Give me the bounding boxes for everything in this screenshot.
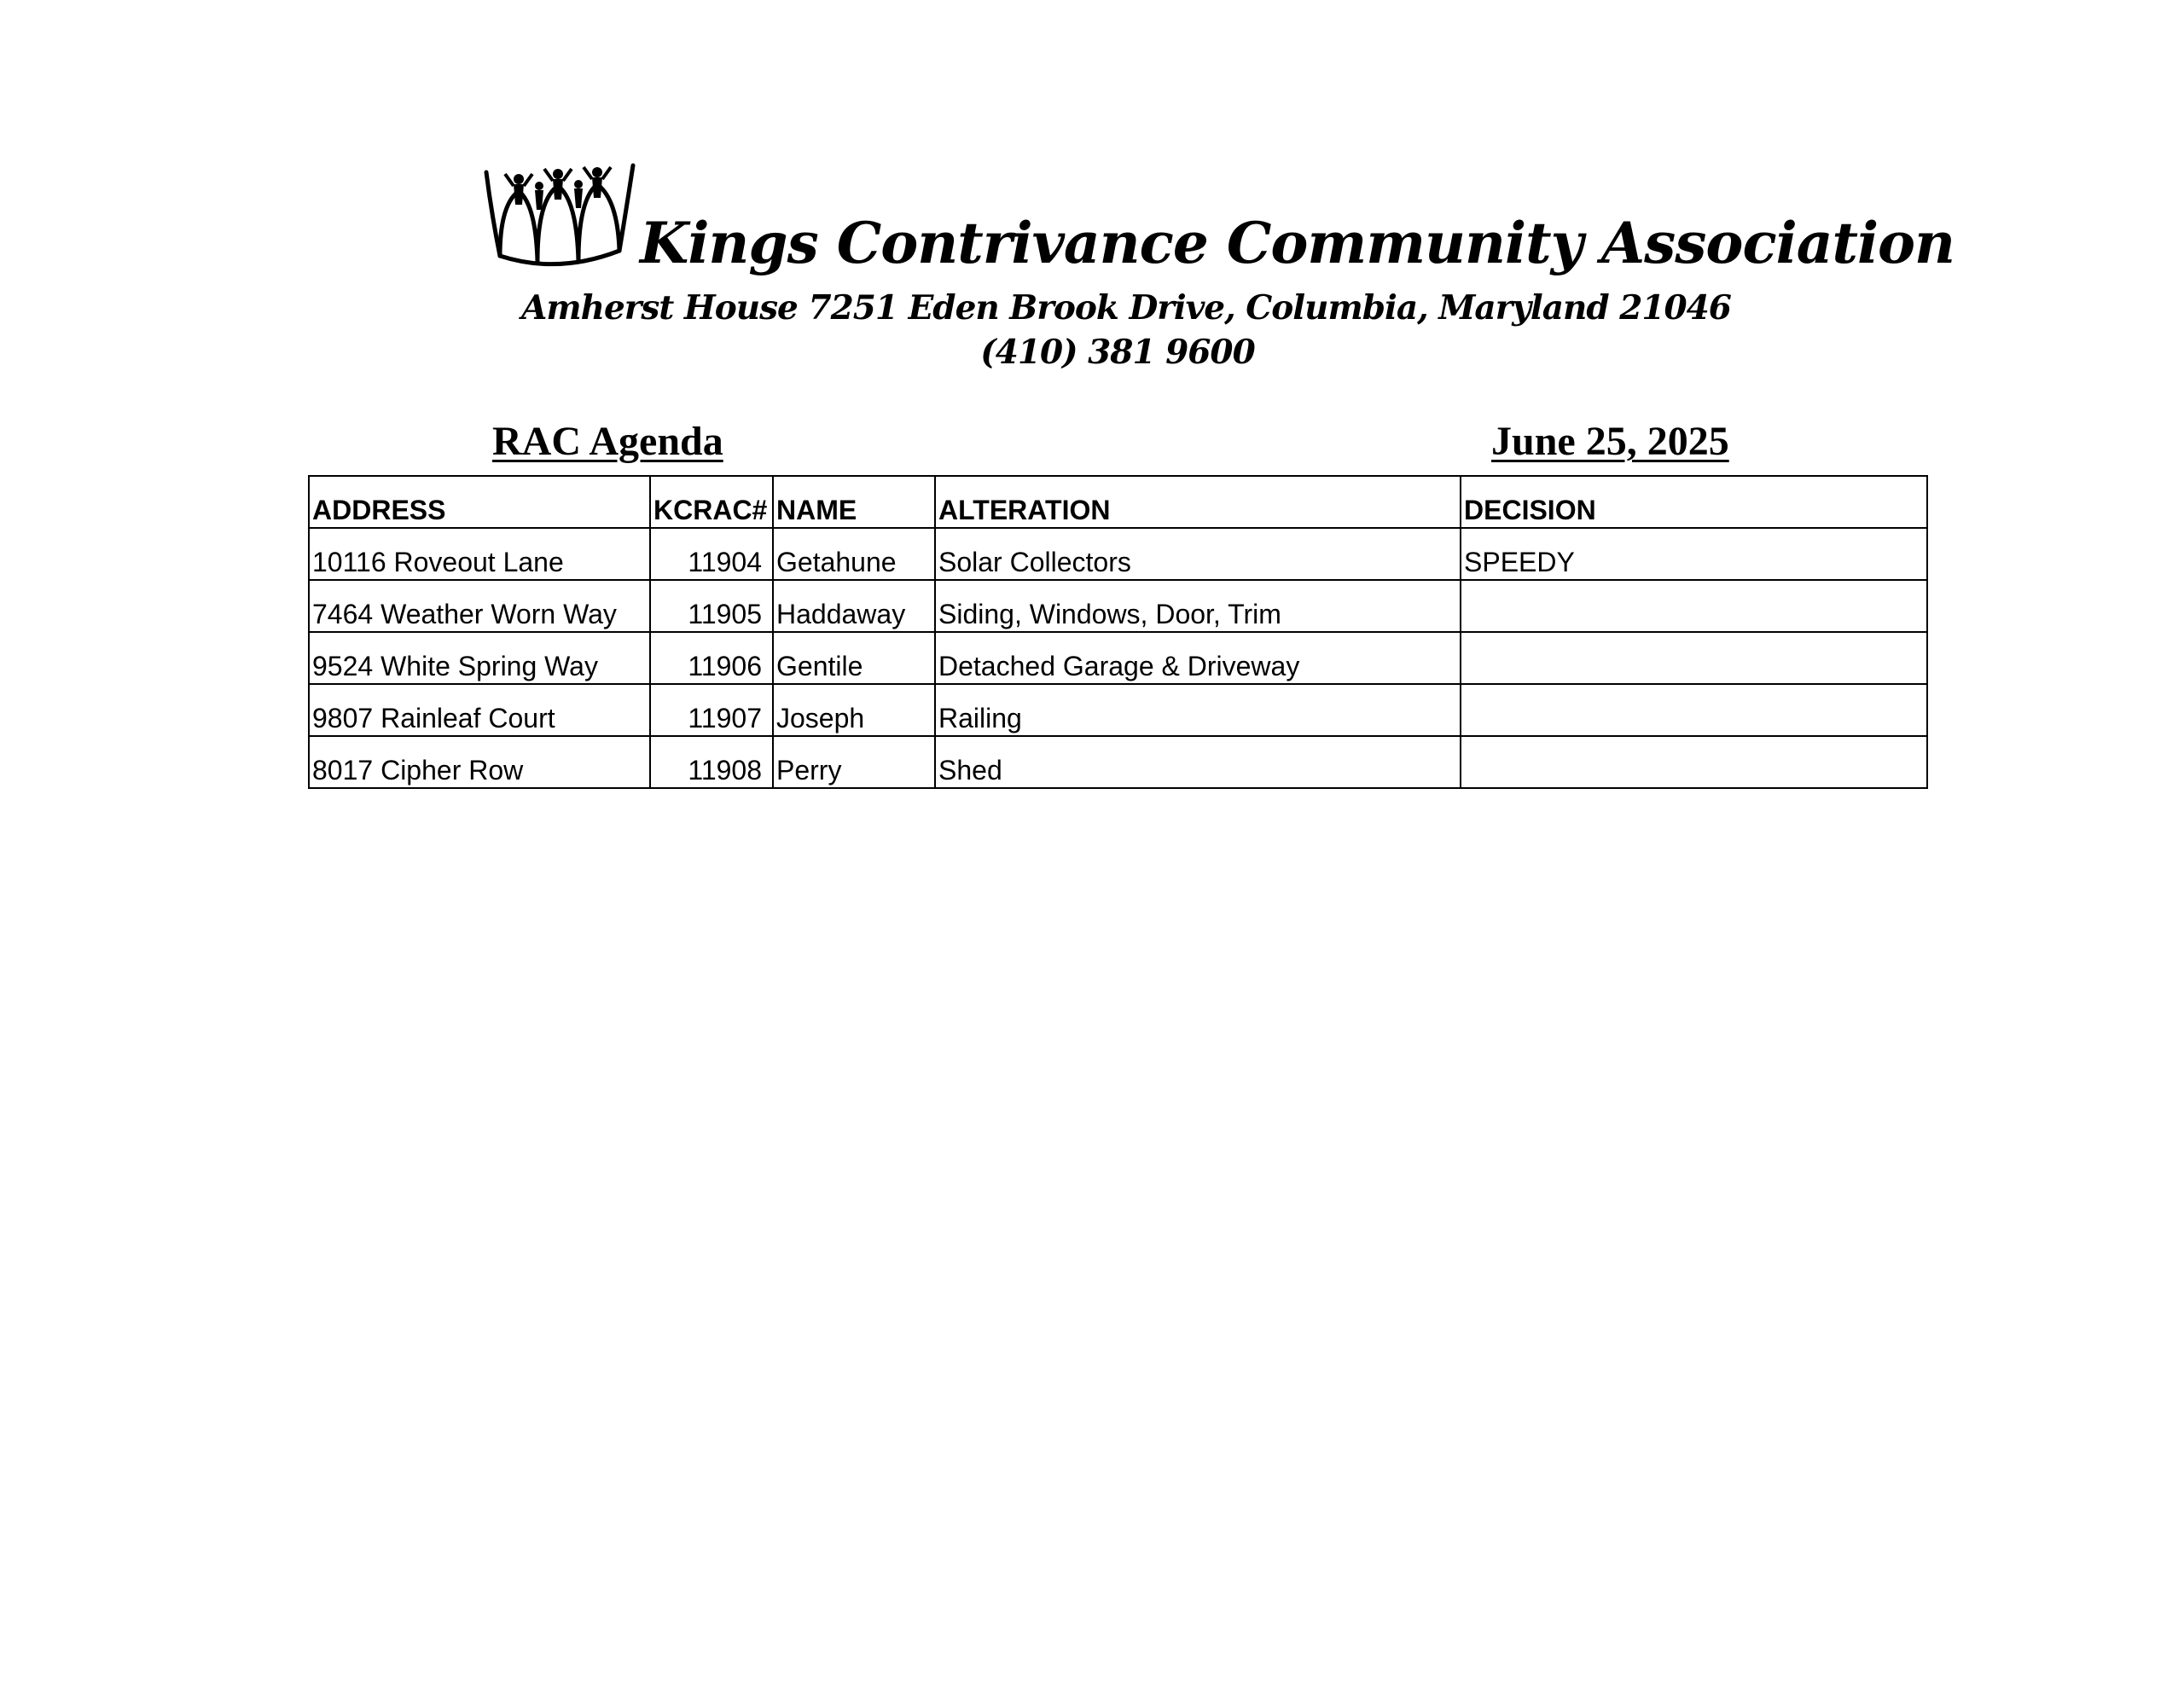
cell-decision: [1461, 736, 1927, 788]
cell-name: Joseph: [773, 684, 935, 736]
cell-kcrac: 11907: [650, 684, 773, 736]
cell-decision: SPEEDY: [1461, 528, 1927, 580]
cell-name: Gentile: [773, 632, 935, 684]
organization-phone: (410) 381 9600: [980, 333, 1255, 372]
table-row: [309, 736, 1927, 788]
cell-name: Perry: [773, 736, 935, 788]
table-row: [309, 528, 1927, 580]
agenda-title: RAC Agenda: [492, 419, 723, 464]
cell-alteration: Railing: [935, 684, 1461, 736]
agenda-date: June 25, 2025: [1491, 419, 1729, 464]
organization-address: Amherst House 7251 Eden Brook Drive, Columbia, Maryland 21046: [521, 288, 1731, 328]
table-row: [309, 632, 1927, 684]
cell-address: 9807 Rainleaf Court: [309, 684, 650, 736]
cell-alteration: Siding, Windows, Door, Trim: [935, 580, 1461, 632]
table-header-row: [309, 476, 1927, 528]
cell-address: 9524 White Spring Way: [309, 632, 650, 684]
cell-address: 10116 Roveout Lane: [309, 528, 650, 580]
cell-decision: [1461, 580, 1927, 632]
cell-decision: [1461, 684, 1927, 736]
agenda-table: [308, 475, 1928, 789]
cell-alteration: Shed: [935, 736, 1461, 788]
table-row: [309, 684, 1927, 736]
organization-name: Kings Contrivance Community Association: [640, 210, 1955, 276]
cell-decision: [1461, 632, 1927, 684]
cell-alteration: Detached Garage & Driveway: [935, 632, 1461, 684]
column-header-name: NAME: [773, 476, 935, 528]
column-header-decision: DECISION: [1461, 476, 1927, 528]
cell-name: Haddaway: [773, 580, 935, 632]
crown-logo-icon: [483, 162, 638, 273]
cell-kcrac: 11905: [650, 580, 773, 632]
cell-name: Getahune: [773, 528, 935, 580]
cell-kcrac: 11906: [650, 632, 773, 684]
cell-address: 8017 Cipher Row: [309, 736, 650, 788]
table-row: [309, 580, 1927, 632]
cell-kcrac: 11904: [650, 528, 773, 580]
column-header-address: ADDRESS: [309, 476, 650, 528]
cell-kcrac: 11908: [650, 736, 773, 788]
column-header-kcrac: KCRAC#: [650, 476, 773, 528]
column-header-alteration: ALTERATION: [935, 476, 1461, 528]
cell-alteration: Solar Collectors: [935, 528, 1461, 580]
cell-address: 7464 Weather Worn Way: [309, 580, 650, 632]
